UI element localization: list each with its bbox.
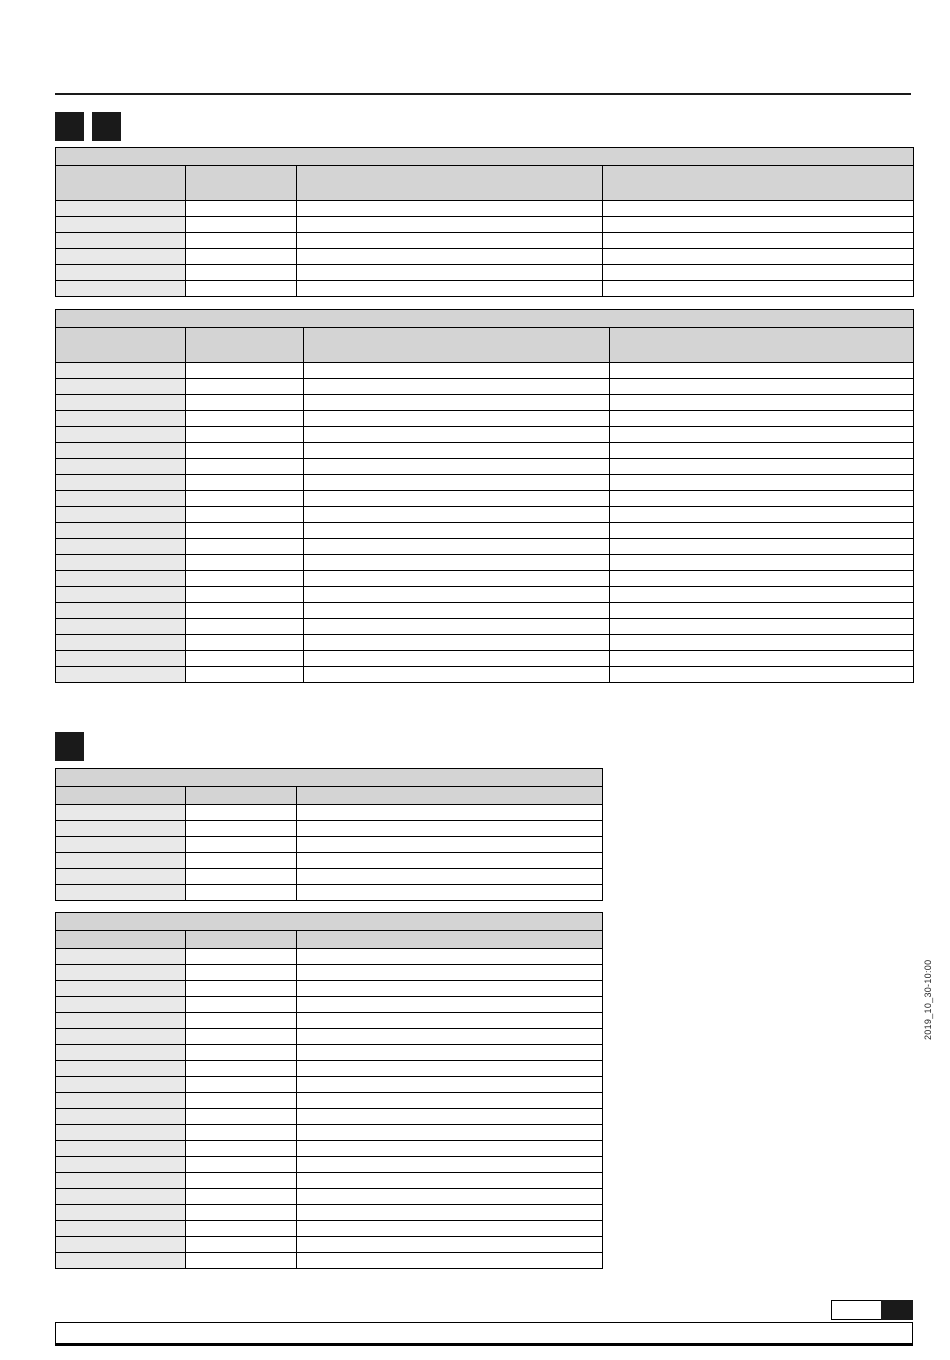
table-cell	[297, 1205, 603, 1221]
table-header-row	[56, 787, 603, 805]
table-cell	[186, 363, 304, 379]
table-cell	[186, 395, 304, 411]
table-cell	[56, 281, 186, 297]
table-cell	[304, 635, 610, 651]
table-cell	[186, 571, 304, 587]
table-title-row	[56, 913, 603, 931]
table-cell	[304, 491, 610, 507]
table-cell	[186, 1077, 297, 1093]
table-cell	[186, 217, 297, 233]
table-cell	[56, 1125, 186, 1141]
table-cell	[297, 1189, 603, 1205]
table-cell	[297, 1125, 603, 1141]
column-header	[186, 328, 304, 363]
table-cell	[297, 821, 603, 837]
table-cell	[304, 459, 610, 475]
table-cell	[610, 651, 914, 667]
table-cell	[56, 1061, 186, 1077]
table-cell	[56, 805, 186, 821]
column-header	[186, 787, 297, 805]
table-cell	[56, 1221, 186, 1237]
table-cell	[304, 395, 610, 411]
table-cell	[56, 619, 186, 635]
table-cell	[297, 1109, 603, 1125]
table-cell	[56, 363, 186, 379]
table-cell	[186, 233, 297, 249]
table-cell	[610, 427, 914, 443]
section-marker-1	[55, 112, 84, 141]
table-cell	[297, 1013, 603, 1029]
table-title	[56, 913, 603, 931]
table-row	[56, 1061, 603, 1077]
table-cell	[297, 1253, 603, 1269]
column-header	[56, 787, 186, 805]
table-cell	[56, 1237, 186, 1253]
table-row	[56, 997, 603, 1013]
table-cell	[610, 619, 914, 635]
table-cell	[186, 555, 304, 571]
table-cell	[297, 1061, 603, 1077]
table-cell	[56, 1029, 186, 1045]
table-cell	[186, 1061, 297, 1077]
table-cell	[56, 1173, 186, 1189]
table-cell	[304, 651, 610, 667]
table-cell	[186, 1205, 297, 1221]
table-row	[56, 427, 914, 443]
table-cell	[186, 949, 297, 965]
table-cell	[186, 507, 304, 523]
table-cell	[56, 821, 186, 837]
table-row	[56, 853, 603, 869]
table-row	[56, 491, 914, 507]
table-cell	[56, 427, 186, 443]
table-row	[56, 507, 914, 523]
column-header	[297, 931, 603, 949]
table-cell	[610, 395, 914, 411]
table-cell	[56, 249, 186, 265]
table-cell	[56, 635, 186, 651]
table-cell	[56, 1141, 186, 1157]
table-cell	[304, 411, 610, 427]
table-cell	[610, 379, 914, 395]
table-row	[56, 821, 603, 837]
section-marker-2	[92, 112, 121, 141]
table-row	[56, 981, 603, 997]
table-cell	[56, 233, 186, 249]
table-cell	[186, 667, 304, 683]
table-cell	[297, 853, 603, 869]
table-cell	[186, 651, 304, 667]
table-cell	[610, 443, 914, 459]
table-header-row	[56, 328, 914, 363]
table-cell	[304, 443, 610, 459]
top-rule	[55, 93, 911, 95]
table-row	[56, 265, 914, 281]
column-header	[610, 328, 914, 363]
table-cell	[56, 949, 186, 965]
table-row	[56, 443, 914, 459]
table-cell	[56, 981, 186, 997]
table-row	[56, 571, 914, 587]
table-cell	[610, 555, 914, 571]
column-header	[186, 166, 297, 201]
table-row	[56, 539, 914, 555]
table-cell	[304, 603, 610, 619]
table-cell	[56, 443, 186, 459]
table-3	[55, 768, 603, 901]
table-header-row	[56, 931, 603, 949]
table-cell	[186, 635, 304, 651]
column-header	[56, 328, 186, 363]
table-cell	[304, 619, 610, 635]
table-cell	[297, 217, 603, 233]
table-cell	[603, 217, 914, 233]
column-header	[297, 787, 603, 805]
table-row	[56, 667, 914, 683]
table-row	[56, 281, 914, 297]
table-row	[56, 395, 914, 411]
table-row	[56, 1189, 603, 1205]
table-cell	[297, 1093, 603, 1109]
table-title	[56, 769, 603, 787]
table-cell	[297, 281, 603, 297]
table-row	[56, 1109, 603, 1125]
table-row	[56, 1141, 603, 1157]
table-cell	[304, 507, 610, 523]
table-cell	[610, 491, 914, 507]
column-header	[186, 931, 297, 949]
table-cell	[56, 555, 186, 571]
table-cell	[297, 805, 603, 821]
table-cell	[297, 1141, 603, 1157]
table-row	[56, 619, 914, 635]
table-cell	[186, 885, 297, 901]
table-4	[55, 912, 603, 1269]
table-cell	[304, 539, 610, 555]
table-cell	[304, 523, 610, 539]
table-cell	[56, 1013, 186, 1029]
table-cell	[56, 1253, 186, 1269]
table-cell	[304, 667, 610, 683]
table-cell	[56, 1157, 186, 1173]
table-cell	[603, 265, 914, 281]
table-row	[56, 869, 603, 885]
table-cell	[186, 379, 304, 395]
table-row	[56, 1093, 603, 1109]
table-cell	[56, 1077, 186, 1093]
table-cell	[186, 443, 304, 459]
table-row	[56, 1045, 603, 1061]
table-cell	[304, 363, 610, 379]
table-cell	[56, 1093, 186, 1109]
table-cell	[186, 1253, 297, 1269]
column-header	[603, 166, 914, 201]
table-cell	[56, 965, 186, 981]
table-cell	[186, 1109, 297, 1125]
table-row	[56, 379, 914, 395]
table-cell	[610, 587, 914, 603]
table-title-row	[56, 148, 914, 166]
table-cell	[610, 523, 914, 539]
table-row	[56, 1013, 603, 1029]
table-cell	[610, 459, 914, 475]
table-cell	[610, 603, 914, 619]
table-cell	[186, 837, 297, 853]
table-row	[56, 217, 914, 233]
table-row	[56, 555, 914, 571]
table-cell	[610, 507, 914, 523]
table-row	[56, 1029, 603, 1045]
table-title	[56, 310, 914, 328]
table-row	[56, 1253, 603, 1269]
table-cell	[186, 805, 297, 821]
table-cell	[297, 1221, 603, 1237]
table-cell	[297, 201, 603, 217]
table-row	[56, 363, 914, 379]
table-cell	[610, 411, 914, 427]
table-title-row	[56, 769, 603, 787]
table-cell	[304, 571, 610, 587]
table-cell	[186, 459, 304, 475]
table-title	[56, 148, 914, 166]
table-cell	[56, 571, 186, 587]
table-cell	[186, 853, 297, 869]
table-cell	[56, 475, 186, 491]
table-row	[56, 651, 914, 667]
table-cell	[297, 981, 603, 997]
column-header	[56, 166, 186, 201]
table-cell	[186, 587, 304, 603]
table-cell	[56, 539, 186, 555]
table-cell	[56, 885, 186, 901]
table-cell	[186, 981, 297, 997]
table-row	[56, 459, 914, 475]
table-cell	[297, 1237, 603, 1253]
table-row	[56, 635, 914, 651]
table-cell	[186, 1221, 297, 1237]
table-cell	[56, 997, 186, 1013]
table-cell	[56, 869, 186, 885]
table-cell	[56, 201, 186, 217]
table-cell	[610, 571, 914, 587]
table-cell	[56, 651, 186, 667]
table-row	[56, 201, 914, 217]
table-row	[56, 523, 914, 539]
table-cell	[297, 265, 603, 281]
table-cell	[56, 837, 186, 853]
footer-bar	[55, 1322, 913, 1346]
table-cell	[186, 1237, 297, 1253]
table-cell	[56, 1045, 186, 1061]
table-cell	[297, 1045, 603, 1061]
print-timestamp: 2019_10_30-10:00	[923, 959, 933, 1040]
table-cell	[297, 1077, 603, 1093]
table-cell	[186, 619, 304, 635]
table-cell	[603, 201, 914, 217]
table-row	[56, 411, 914, 427]
page-tab-marker	[881, 1300, 913, 1320]
table-cell	[297, 233, 603, 249]
table-cell	[56, 395, 186, 411]
table-cell	[603, 249, 914, 265]
page-number-box	[831, 1300, 883, 1320]
table-cell	[297, 965, 603, 981]
table-row	[56, 587, 914, 603]
table-2	[55, 309, 914, 683]
table-cell	[610, 363, 914, 379]
table-cell	[297, 997, 603, 1013]
table-cell	[186, 821, 297, 837]
table-row	[56, 1205, 603, 1221]
section-marker-3	[55, 732, 84, 761]
table-cell	[56, 523, 186, 539]
table-cell	[186, 1173, 297, 1189]
table-cell	[186, 997, 297, 1013]
table-cell	[186, 249, 297, 265]
table-cell	[56, 603, 186, 619]
table-cell	[56, 265, 186, 281]
table-cell	[186, 1141, 297, 1157]
table-title-row	[56, 310, 914, 328]
table-cell	[297, 837, 603, 853]
table-row	[56, 805, 603, 821]
table-cell	[186, 201, 297, 217]
table-cell	[186, 1157, 297, 1173]
table-cell	[56, 1205, 186, 1221]
table-cell	[610, 475, 914, 491]
table-cell	[56, 667, 186, 683]
table-cell	[297, 249, 603, 265]
table-cell	[56, 411, 186, 427]
table-cell	[186, 965, 297, 981]
table-row	[56, 475, 914, 491]
table-row	[56, 1237, 603, 1253]
table-cell	[186, 491, 304, 507]
table-row	[56, 885, 603, 901]
table-header-row	[56, 166, 914, 201]
table-cell	[304, 555, 610, 571]
table-cell	[56, 379, 186, 395]
table-cell	[56, 853, 186, 869]
table-cell	[186, 1093, 297, 1109]
table-row	[56, 837, 603, 853]
table-cell	[297, 1173, 603, 1189]
table-1	[55, 147, 914, 297]
table-cell	[186, 539, 304, 555]
table-cell	[610, 667, 914, 683]
table-cell	[304, 379, 610, 395]
table-cell	[297, 885, 603, 901]
column-header	[56, 931, 186, 949]
table-cell	[297, 1157, 603, 1173]
table-row	[56, 603, 914, 619]
table-cell	[186, 427, 304, 443]
table-cell	[304, 475, 610, 491]
column-header	[304, 328, 610, 363]
table-cell	[186, 281, 297, 297]
table-cell	[56, 459, 186, 475]
table-cell	[186, 1189, 297, 1205]
table-cell	[186, 1125, 297, 1141]
table-cell	[304, 587, 610, 603]
table-cell	[56, 1189, 186, 1205]
table-cell	[56, 587, 186, 603]
table-row	[56, 249, 914, 265]
table-cell	[610, 539, 914, 555]
table-cell	[603, 281, 914, 297]
table-cell	[186, 1013, 297, 1029]
table-cell	[603, 233, 914, 249]
table-row	[56, 1157, 603, 1173]
table-cell	[56, 1109, 186, 1125]
table-cell	[297, 949, 603, 965]
column-header	[297, 166, 603, 201]
table-cell	[186, 475, 304, 491]
table-cell	[56, 491, 186, 507]
table-cell	[304, 427, 610, 443]
table-row	[56, 1221, 603, 1237]
table-row	[56, 1125, 603, 1141]
table-cell	[186, 523, 304, 539]
table-cell	[186, 603, 304, 619]
table-row	[56, 1077, 603, 1093]
table-cell	[186, 265, 297, 281]
table-row	[56, 949, 603, 965]
table-cell	[186, 1029, 297, 1045]
table-row	[56, 965, 603, 981]
table-cell	[56, 217, 186, 233]
table-cell	[186, 1045, 297, 1061]
table-cell	[56, 507, 186, 523]
table-cell	[610, 635, 914, 651]
table-row	[56, 1173, 603, 1189]
table-row	[56, 233, 914, 249]
table-cell	[186, 411, 304, 427]
table-cell	[297, 1029, 603, 1045]
table-cell	[186, 869, 297, 885]
table-cell	[297, 869, 603, 885]
